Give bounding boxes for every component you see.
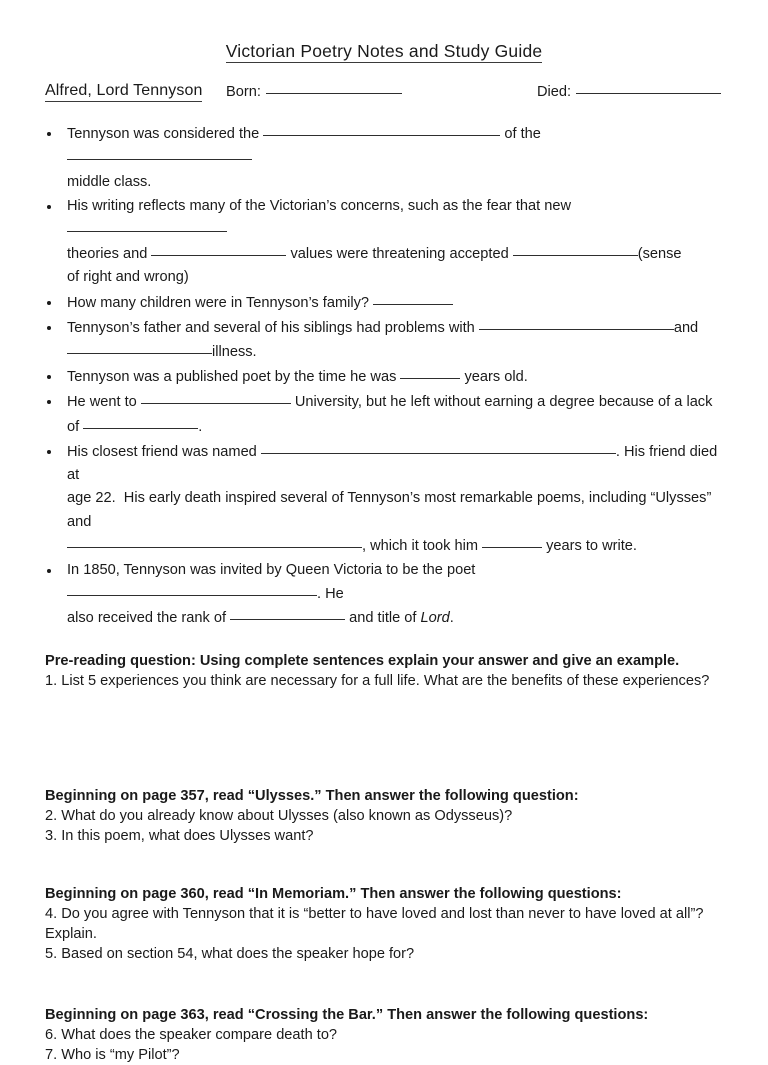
note-text: (sense [637, 246, 682, 263]
prereading-question-1: 1. List 5 experiences you think are necessary for a full life. What are the benefits of these experiences? [45, 672, 710, 689]
fill-in-blank[interactable] [67, 534, 362, 548]
note-text: . He [317, 586, 344, 603]
note-text: of the [500, 126, 541, 143]
note-text: How many children were in Tennyson’s family? [67, 294, 374, 311]
note-text: Tennyson was a published poet by the time he was [67, 369, 401, 386]
fill-in-blank[interactable] [261, 440, 616, 454]
note-text-italic: Lord [420, 610, 450, 627]
note-text: . [198, 418, 203, 435]
ulysses-question-2: 2. What do you already know about Ulysses (also known as Odysseus)? [45, 807, 513, 824]
in-memoriam-question-4: 4. Do you agree with Tennyson that it is “better to have loved and lost than never to have loved at all”? Explain. [45, 905, 704, 942]
fill-in-blank[interactable] [67, 218, 227, 232]
fill-in-blank[interactable] [151, 242, 286, 256]
died-label: Died: [537, 84, 572, 101]
note-text: middle class. [67, 173, 152, 190]
fill-in-blank[interactable] [83, 415, 198, 429]
note-item-poet-of-middle-class [45, 122, 724, 194]
note-text: and title of [345, 610, 421, 627]
born-label: Born: [226, 84, 261, 101]
page-title-text: Victorian Poetry Notes and Study Guide [226, 42, 543, 63]
subject-name: Alfred, Lord Tennyson [45, 82, 202, 102]
fill-in-blank[interactable] [67, 582, 317, 596]
died-field [537, 84, 721, 100]
section-prereading [0, 651, 768, 691]
page-title [0, 0, 768, 63]
note-item-how-many-children [45, 291, 724, 315]
note-item-poet-laureate-1850 [45, 559, 724, 631]
note-item-published-poet-age [45, 365, 724, 389]
crossing-the-bar-question-7: 7. Who is “my Pilot”? [45, 1046, 180, 1063]
note-item-university [45, 390, 724, 438]
note-text: He went to [67, 394, 141, 411]
note-text: of [67, 418, 84, 435]
note-item-victorian-concerns [45, 195, 724, 290]
note-text: His writing reflects many of the Victorian’s concerns, such as the fear that new [67, 197, 571, 214]
fill-in-blank[interactable] [67, 146, 252, 160]
note-text: In 1850, Tennyson was invited by Queen Victoria to be the poet [67, 561, 476, 578]
prereading-heading: Pre-reading question: Using complete sentences explain your answer and give an example. [45, 652, 680, 669]
note-text: . [449, 610, 454, 627]
fill-in-blank[interactable] [400, 365, 460, 379]
note-text: age 22. His early death inspired several of Tennyson’s most remarkable poems, including “Ulysses” and [67, 490, 712, 530]
fill-in-blank[interactable] [141, 390, 291, 404]
fill-in-blank[interactable] [482, 534, 542, 548]
in-memoriam-heading: Beginning on page 360, read “In Memoriam.” Then answer the following questions: [45, 885, 622, 902]
died-blank-line[interactable] [576, 93, 721, 94]
subject-header-row [0, 82, 768, 106]
note-text: illness. [212, 344, 257, 361]
section-in-memoriam [0, 884, 768, 964]
crossing-the-bar-heading: Beginning on page 363, read “Crossing the Bar.” Then answer the following questions: [45, 1006, 649, 1023]
note-text: Tennyson was considered the [67, 126, 264, 143]
fill-in-blank[interactable] [479, 316, 674, 330]
note-text: His closest friend was named [67, 443, 261, 460]
note-text: of right and wrong) [67, 269, 189, 286]
in-memoriam-question-5: 5. Based on section 54, what does the speaker hope for? [45, 945, 415, 962]
ulysses-heading: Beginning on page 357, read “Ulysses.” Then answer the following question: [45, 787, 579, 804]
note-item-father-siblings-problems [45, 316, 724, 364]
fill-in-blank[interactable] [513, 242, 638, 256]
note-text: years to write. [542, 537, 637, 554]
note-text: Tennyson’s father and several of his siblings had problems with [67, 319, 479, 336]
fill-in-blank[interactable] [373, 291, 453, 305]
section-ulysses [0, 786, 768, 846]
fill-in-blank[interactable] [67, 340, 212, 354]
note-text: also received the rank of [67, 610, 231, 627]
born-blank-line[interactable] [266, 93, 402, 94]
note-item-closest-friend [45, 440, 724, 558]
note-text: . His friend died at [67, 443, 718, 484]
note-text: , which it took him [362, 537, 483, 554]
note-text: theories and [67, 246, 152, 263]
crossing-the-bar-question-6: 6. What does the speaker compare death to? [45, 1026, 338, 1043]
fill-in-blank[interactable] [230, 606, 345, 620]
note-text: years old. [460, 369, 528, 386]
note-text: values were threatening accepted [286, 246, 513, 263]
note-text: University, but he left without earning a degree because of a lack [290, 394, 713, 411]
note-text: and [673, 319, 699, 336]
section-crossing-the-bar [0, 1005, 768, 1065]
born-field [226, 84, 402, 100]
ulysses-question-3: 3. In this poem, what does Ulysses want? [45, 827, 314, 844]
notes-bullet-list [0, 122, 768, 630]
fill-in-blank[interactable] [263, 122, 500, 136]
